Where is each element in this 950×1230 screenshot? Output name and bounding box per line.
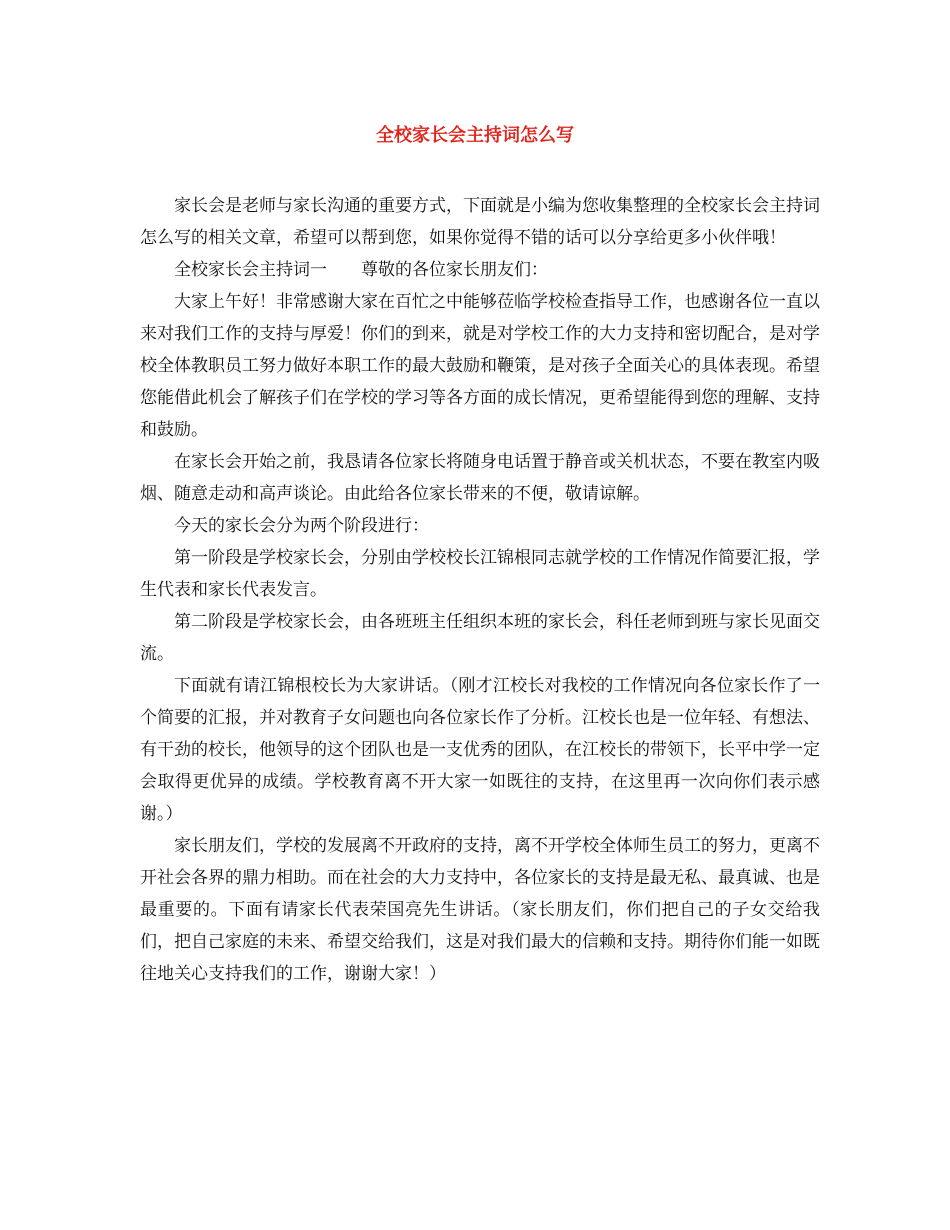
body-paragraph-3: 今天的家长会分为两个阶段进行： xyxy=(174,516,429,536)
section-heading: 全校家长会主持词一 xyxy=(174,260,327,280)
document-body xyxy=(140,190,820,990)
body-paragraph-4: 第一阶段是学校家长会，分别由学校校长江锦根同志就学校的工作情况作简要汇报，学生代表和家长代表发言。 xyxy=(140,548,820,600)
body-paragraph-2: 在家长会开始之前，我恳请各位家长将随身电话置于静音或关机状态，不要在教室内吸烟、随意走动和高声谈论。由此给各位家长带来的不便，敬请谅解。 xyxy=(140,452,820,504)
body-paragraph-7: 家长朋友们，学校的发展离不开政府的支持，离不开学校全体师生员工的努力，更离不开社会各界的鼎力相助。而在社会的大力支持中，各位家长的支持是最无私、最真诚、也是最重要的。下面有请家长代表荣国亮先生讲话。（家长朋友们，你们把自己的子女交给我们，把自己家庭的未来、希望交给我们，这是对我们最大的信赖和支持。期待你们能一如既往地关心支持我们的工作，谢谢大家！） xyxy=(140,836,820,984)
body-paragraph-1: 大家上午好！非常感谢大家在百忙之中能够莅临学校检查指导工作，也感谢各位一直以来对我们工作的支持与厚爱！你们的到来，就是对学校工作的大力支持和密切配合，是对学校全体教职员工努力做好本职工作的最大鼓励和鞭策，是对孩子全面关心的具体表现。希望您能借此机会了解孩子们在学校的学习等各方面的成长情况，更希望能得到您的理解、支持和鼓励。 xyxy=(140,292,820,440)
body-paragraph-6: 下面就有请江锦根校长为大家讲话。（刚才江校长对我校的工作情况向各位家长作了一个简要的汇报，并对教育子女问题也向各位家长作了分析。江校长也是一位年轻、有想法、有干劲的校长，他领导的这个团队也是一支优秀的团队，在江校长的带领下，长平中学一定会取得更优异的成绩。学校教育离不开大家一如既往的支持，在这里再一次向你们表示感谢。） xyxy=(140,676,820,824)
greeting: 尊敬的各位家长朋友们： xyxy=(361,260,548,280)
section-heading-line xyxy=(140,254,820,286)
body-paragraph-5: 第二阶段是学校家长会，由各班班主任组织本班的家长会，科任老师到班与家长见面交流。 xyxy=(140,612,820,664)
document-title: 全校家长会主持词怎么写 xyxy=(376,125,574,146)
intro-paragraph: 家长会是老师与家长沟通的重要方式，下面就是小编为您收集整理的全校家长会主持词怎么写的相关文章，希望可以帮到您，如果你觉得不错的话可以分享给更多小伙伴哦！ xyxy=(140,196,820,248)
